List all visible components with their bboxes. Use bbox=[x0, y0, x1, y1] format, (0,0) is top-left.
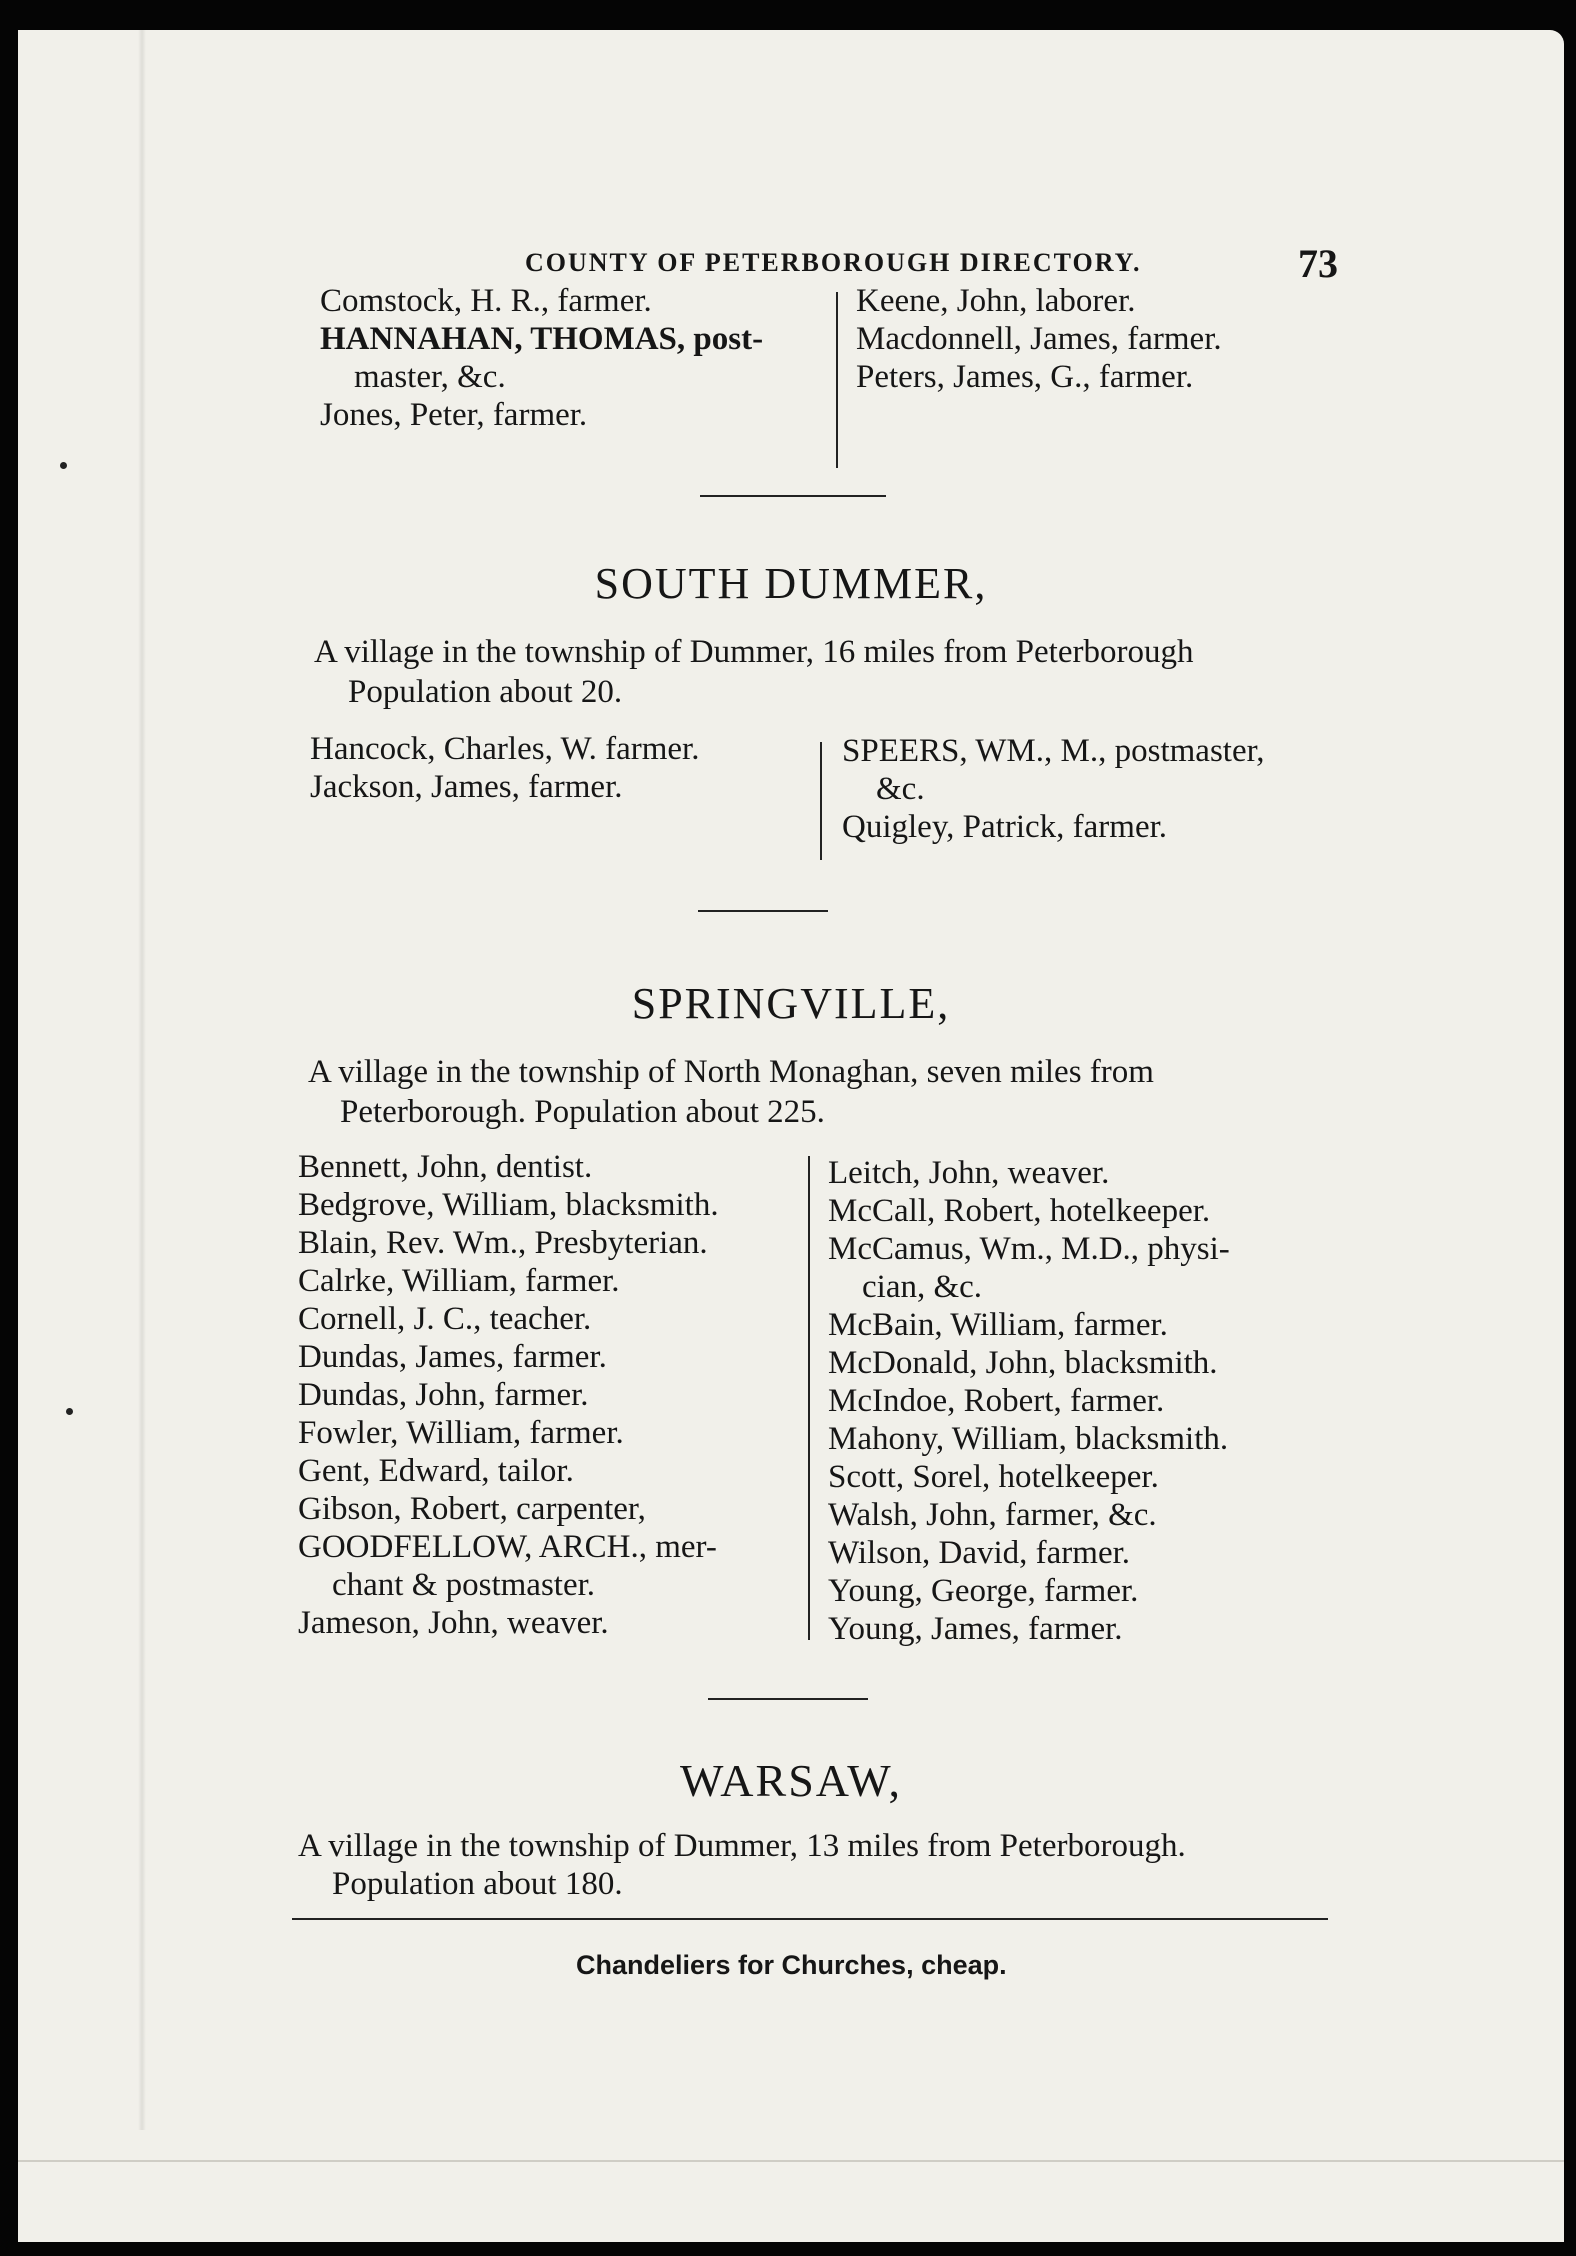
list-item: Jones, Peter, farmer. bbox=[320, 397, 588, 433]
list-item: Bennett, John, dentist. bbox=[298, 1149, 593, 1185]
list-item: Cornell, J. C., teacher. bbox=[298, 1301, 592, 1337]
list-item: HANNAHAN, THOMAS, post- bbox=[320, 321, 764, 357]
list-item: Dundas, John, farmer. bbox=[298, 1377, 589, 1413]
list-item: Young, James, farmer. bbox=[828, 1611, 1123, 1647]
column-divider bbox=[808, 1156, 810, 1640]
list-item: SPEERS, WM., M., postmaster, bbox=[842, 733, 1265, 769]
list-item: Mahony, William, blacksmith. bbox=[828, 1421, 1229, 1457]
list-item: chant & postmaster. bbox=[332, 1567, 596, 1603]
list-item: Blain, Rev. Wm., Presbyterian. bbox=[298, 1225, 708, 1261]
top-left-column bbox=[320, 282, 763, 434]
list-item: McBain, William, farmer. bbox=[828, 1307, 1168, 1343]
section-rule bbox=[698, 910, 828, 912]
section-description: A village in the township of Dummer, 13 miles from Peterborough. bbox=[298, 1828, 1186, 1864]
list-item: Leitch, John, weaver. bbox=[828, 1155, 1110, 1191]
section-rule bbox=[700, 495, 886, 497]
list-item: Wilson, David, farmer. bbox=[828, 1535, 1131, 1571]
list-item: Fowler, William, farmer. bbox=[298, 1415, 624, 1451]
section-description: Peterborough. Population about 225. bbox=[340, 1094, 825, 1130]
section-title-springville: SPRINGVILLE, bbox=[631, 979, 951, 1028]
list-item: Young, George, farmer. bbox=[828, 1573, 1139, 1609]
list-item: Keene, John, laborer. bbox=[856, 283, 1136, 319]
section-description: Population about 20. bbox=[348, 674, 623, 710]
list-item: Comstock, H. R., farmer. bbox=[320, 283, 652, 319]
south-dummer-right-column bbox=[842, 732, 1265, 846]
section-title-warsaw: WARSAW, bbox=[679, 1755, 903, 1806]
footer-rule bbox=[292, 1918, 1328, 1920]
list-item: McIndoe, Robert, farmer. bbox=[828, 1383, 1165, 1419]
list-item: Quigley, Patrick, farmer. bbox=[842, 809, 1168, 845]
springville-left-column bbox=[298, 1148, 719, 1642]
column-divider bbox=[820, 742, 822, 860]
list-item: Jackson, James, farmer. bbox=[310, 769, 623, 805]
list-item: McDonald, John, blacksmith. bbox=[828, 1345, 1218, 1381]
list-item: Calrke, William, farmer. bbox=[298, 1263, 620, 1299]
section-title-south-dummer: SOUTH DUMMER, bbox=[594, 559, 988, 608]
list-item: McCamus, Wm., M.D., physi- bbox=[828, 1231, 1230, 1267]
page-fold-shadow bbox=[138, 30, 146, 2130]
section-description: A village in the township of Dummer, 16 miles from Peterborough bbox=[314, 634, 1194, 670]
list-item: &c. bbox=[876, 771, 925, 807]
list-item: Gent, Edward, tailor. bbox=[298, 1453, 574, 1489]
list-item: Hancock, Charles, W. farmer. bbox=[310, 731, 700, 767]
list-item: Peters, James, G., farmer. bbox=[856, 359, 1194, 395]
margin-dot bbox=[66, 1408, 73, 1415]
list-item: Scott, Sorel, hotelkeeper. bbox=[828, 1459, 1159, 1495]
list-item: GOODFELLOW, ARCH., mer- bbox=[298, 1529, 717, 1565]
running-header: COUNTY OF PETERBOROUGH DIRECTORY. bbox=[525, 248, 1142, 277]
list-item: Dundas, James, farmer. bbox=[298, 1339, 607, 1375]
page-number: 73 bbox=[1298, 241, 1338, 286]
springville-right-column bbox=[828, 1154, 1230, 1648]
list-item: Walsh, John, farmer, &c. bbox=[828, 1497, 1157, 1533]
list-item: Jameson, John, weaver. bbox=[298, 1605, 609, 1641]
top-right-column bbox=[856, 282, 1222, 396]
list-item: Macdonnell, James, farmer. bbox=[856, 321, 1222, 357]
margin-dot bbox=[60, 462, 67, 469]
column-divider bbox=[836, 292, 838, 468]
section-description: Population about 180. bbox=[332, 1866, 623, 1902]
section-description: A village in the township of North Monaghan, seven miles from bbox=[308, 1054, 1154, 1090]
list-item: master, &c. bbox=[354, 359, 506, 395]
list-item: Bedgrove, William, blacksmith. bbox=[298, 1187, 719, 1223]
list-item: McCall, Robert, hotelkeeper. bbox=[828, 1193, 1211, 1229]
south-dummer-left-column bbox=[310, 730, 699, 806]
section-rule bbox=[708, 1698, 868, 1700]
footer-advert: Chandeliers for Churches, cheap. bbox=[576, 1950, 1007, 1980]
list-item: Gibson, Robert, carpenter, bbox=[298, 1491, 646, 1527]
directory-page bbox=[18, 30, 1564, 2242]
list-item: cian, &c. bbox=[862, 1269, 983, 1305]
